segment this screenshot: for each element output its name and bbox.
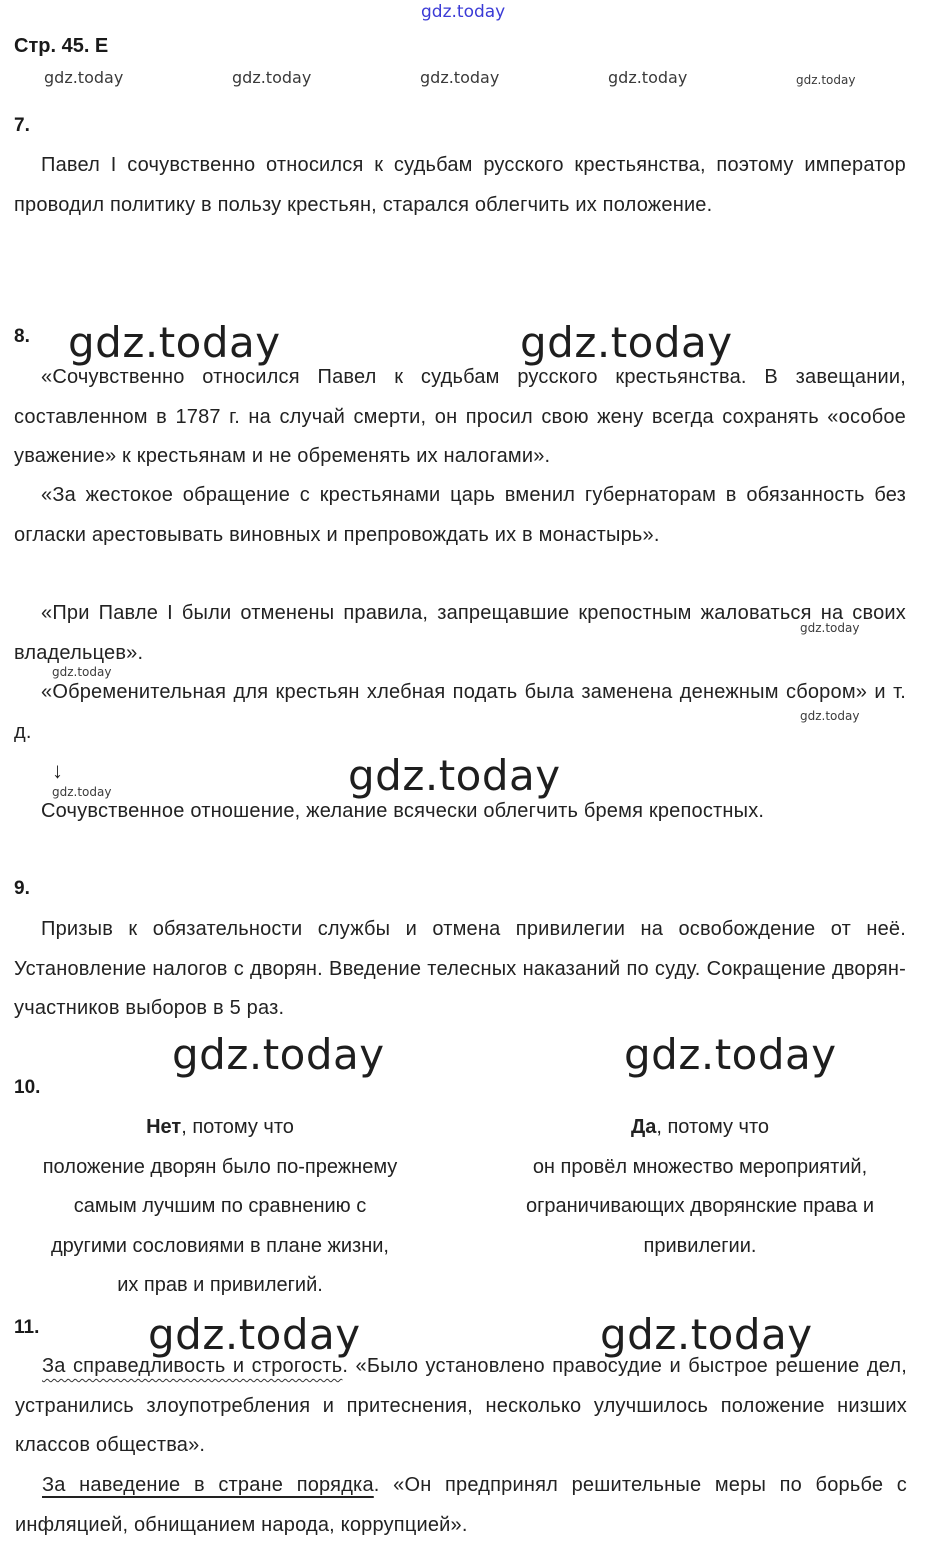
watermark-large: gdz.today (600, 1310, 813, 1359)
arrow-down-icon: ↓ (52, 758, 63, 783)
answer-8-quote-3: «При Павле I были отменены правила, запрещавшие крепостным жаловаться на своих владельцев». (14, 602, 906, 664)
answer-10-no-line: их прав и привилегий. (117, 1274, 323, 1296)
answer-10-yes-because: , потому что (656, 1116, 770, 1138)
answer-10-yes-label: Да (630, 1116, 657, 1138)
answer-11-point-1-text: . «Было установлено правосудие и быстрое решение дел, устранились злоупотребления и притеснения, несколько улучшилось положение низших классов общества». (15, 1355, 907, 1456)
answer-10-no-column (10, 1108, 430, 1306)
answer-10-no-label: Нет (146, 1116, 182, 1138)
answer-11-paragraph-2 (15, 1466, 907, 1545)
answer-10-yes-line: ограничивающих дворянские права и (525, 1195, 875, 1217)
watermark: gdz.today (608, 68, 688, 87)
watermark: gdz.today (44, 68, 124, 87)
watermark-large: gdz.today (68, 318, 281, 367)
watermark-large: gdz.today (348, 751, 561, 800)
answer-11-point-1-title: За справедливость и строгость (42, 1355, 343, 1377)
answer-8-quote-4: «Обременительная для крестьян хлебная подать была заменена денежным сбором» и т. д. (14, 681, 906, 743)
answer-10-no-because: , потому что (181, 1116, 294, 1138)
question-number-10: 10. (14, 1077, 41, 1098)
watermark: gdz.today (800, 709, 860, 723)
watermark-large: gdz.today (624, 1030, 837, 1079)
question-number-9: 9. (14, 878, 30, 899)
answer-8-quote-1: «Сочувственно относился Павел к судьбам русского крестьянства. В завещании, составленном в 1787 г. на случай смерти, он просил свою жену всегда сохранять «особое уважение» к крестьянам и не обременять их налогами». (14, 366, 906, 467)
answer-11-paragraph-1 (15, 1347, 907, 1466)
answer-9-text: Призыв к обязательности службы и отмена привилегии на освобождение от неё. Установление налогов с дворян. Введение телесных наказаний по суду. Сокращение дворян-участников выборов в 5 раз. (14, 918, 906, 1019)
watermark: gdz.today (232, 68, 312, 87)
answer-10-no-line: другими сословиями в плане жизни, (50, 1234, 389, 1257)
watermark: gdz.today (52, 785, 112, 799)
question-number-7: 7. (14, 115, 30, 136)
watermark-large: gdz.today (520, 318, 733, 367)
answer-10-yes-column (490, 1108, 910, 1266)
answer-10-yes-header (490, 1108, 910, 1148)
answer-8-conclusion: Сочувственное отношение, желание всячески облегчить бремя крепостных. (41, 800, 765, 822)
answer-10-yes-line: он провёл множество мероприятий, (532, 1155, 868, 1178)
answer-10-no-header (10, 1108, 430, 1148)
answer-8-quote-2: «За жестокое обращение с крестьянами царь вменил губернаторам в обязанность без огласки арестовывать виновных и препровождать их в монастырь». (14, 484, 906, 546)
watermark-large: gdz.today (148, 1310, 361, 1359)
watermark: gdz.today (800, 621, 860, 635)
answer-7-text: Павел I сочувственно относился к судьбам русского крестьянства, поэтому император проводил политику в пользу крестьян, старался облегчить их положение. (14, 154, 906, 216)
answer-10-yes-line: привилегии. (643, 1234, 757, 1257)
watermark: gdz.today (52, 665, 112, 679)
answer-11-point-2-text: . «Он предпринял решительные меры по борьбе с инфляцией, обнищанием народа, коррупцией». (15, 1474, 907, 1536)
answer-10-no-line: положение дворян было по-прежнему (42, 1155, 398, 1178)
watermark: gdz.today (796, 73, 856, 87)
page-title: Стр. 45. Е (14, 35, 109, 57)
watermark-top: gdz.today (421, 2, 506, 22)
answer-10-no-line: самым лучшим по сравнению с (73, 1195, 367, 1217)
watermark-large: gdz.today (172, 1030, 385, 1079)
question-number-8: 8. (14, 326, 30, 347)
answer-11-point-2-title: За наведение в стране порядка (42, 1474, 374, 1496)
question-number-11: 11. (14, 1317, 40, 1338)
watermark: gdz.today (420, 68, 500, 87)
